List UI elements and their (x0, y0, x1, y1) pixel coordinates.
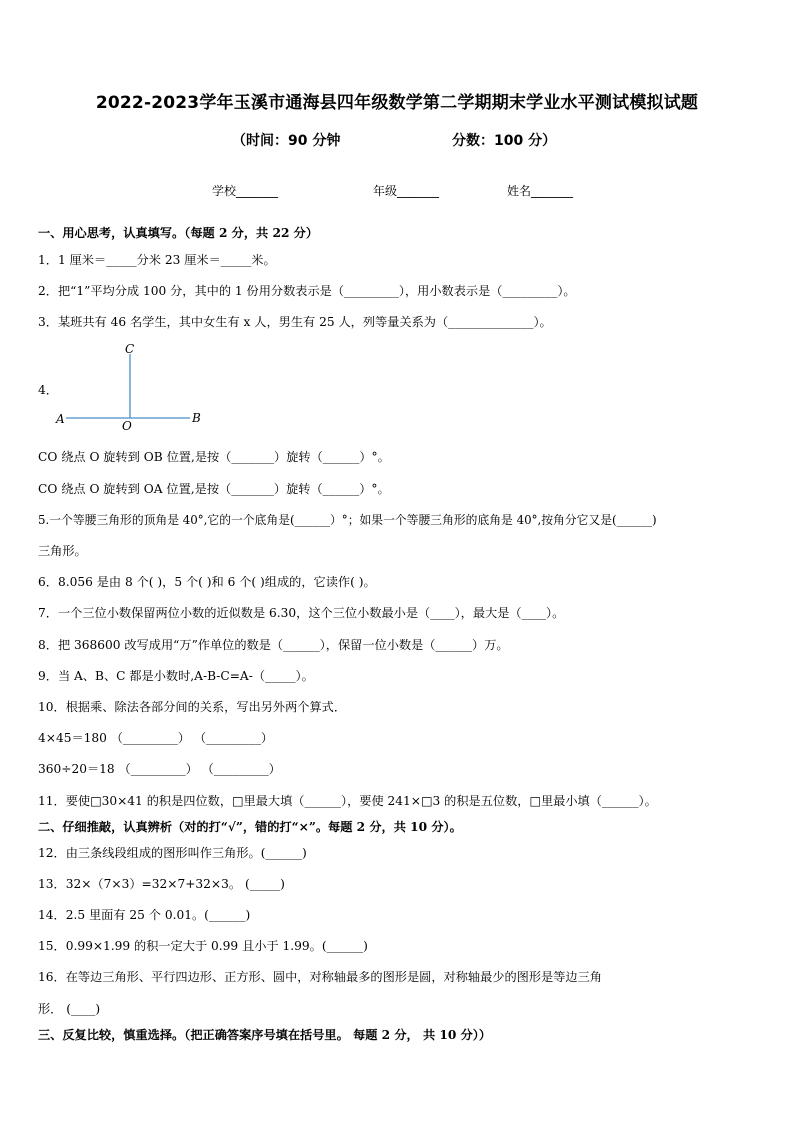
question-16-line1: 16．在等边三角形、平行四边形、正方形、圆中，对称轴最多的图形是圆，对称轴最少的图形是等边三角 (38, 970, 602, 984)
question-8: 8．把 368600 改写成用“万”作单位的数是（______），保留一位小数是（______）万。 (38, 638, 509, 652)
question-4a: CO 绕点 O 旋转到 OB 位置,是按（_______）旋转（______）°。 (38, 450, 390, 464)
grade-field: 年级_______ (373, 184, 440, 198)
question-6: 6．8.056 是由 8 个( )，5 个( )和 6 个( )组成的，它读作( )。 (38, 575, 376, 589)
exam-time: （时间：90 分钟 (232, 133, 341, 149)
section-1-heading: 一、用心思考，认真填写。（每题 2 分，共 22 分） (38, 226, 319, 240)
question-4b: CO 绕点 O 旋转到 OA 位置,是按（_______）旋转（______）°。 (38, 482, 390, 496)
label-c: C (125, 342, 135, 356)
angle-figure (52, 338, 212, 434)
question-12: 12．由三条线段组成的图形叫作三角形。(______) (38, 846, 307, 860)
question-3: 3．某班共有 46 名学生，其中女生有 x 人，男生有 25 人，列等量关系为（______________）。 (38, 315, 552, 329)
name-field: 姓名_______ (507, 184, 574, 198)
question-5-line1: 5.一个等腰三角形的顶角是 40°,它的一个底角是(______）°；如果一个等腰三角形的底角是 40°,按角分它又是(______) (38, 513, 657, 527)
label-o: O (122, 419, 132, 433)
exam-score: 分数：100 分） (452, 133, 557, 149)
question-2: 2．把“1”平均分成 100 分，其中的 1 份用分数表示是（_________），用小数表示是（_________）。 (38, 284, 576, 298)
question-5-line2: 三角形。 (38, 544, 87, 558)
question-14: 14．2.5 里面有 25 个 0.01。(______) (38, 908, 251, 922)
exam-title: 2022-2023学年玉溪市通海县四年级数学第二学期期末学业水平测试模拟试题 (95, 93, 699, 113)
label-a: A (56, 412, 65, 426)
question-1: 1．1 厘米＝_____分米 23 厘米＝_____米。 (38, 253, 276, 267)
question-7: 7．一个三位小数保留两位小数的近似数是 6.30，这个三位小数最小是（____），最大是（____）。 (38, 606, 565, 620)
question-15: 15．0.99×1.99 的积一定大于 0.99 且小于 1.99。(______) (38, 939, 368, 953)
section-2-heading: 二、仔细推敲，认真辨析（对的打“√”，错的打“×”。每题 2 分，共 10 分）。 (38, 820, 462, 834)
question-10b: 360÷20＝18 （_________） （_________） (38, 762, 281, 776)
section-3-heading: 三、反复比较，慎重选择。（把正确答案序号填在括号里。 每题 2 分， 共 10 分）） (38, 1028, 492, 1042)
label-b: B (192, 411, 201, 425)
question-16-line2: 形． (____) (38, 1002, 101, 1016)
question-10: 10．根据乘、除法各部分间的关系，写出另外两个算式． (38, 700, 347, 714)
question-9: 9．当 A、B、C 都是小数时,A-B-C=A-（_____）。 (38, 669, 314, 683)
school-field: 学校_______ (212, 184, 279, 198)
question-11: 11．要使□30×41 的积是四位数，□里最大填（______），要使 241×□3 的积是五位数，□里最小填（______）。 (38, 794, 657, 808)
question-4-number: 4． (38, 383, 58, 397)
question-13: 13．32×（7×3）=32×7+32×3。 (_____) (38, 877, 285, 891)
question-10a: 4×45＝180 （_________） （_________） (38, 731, 274, 745)
